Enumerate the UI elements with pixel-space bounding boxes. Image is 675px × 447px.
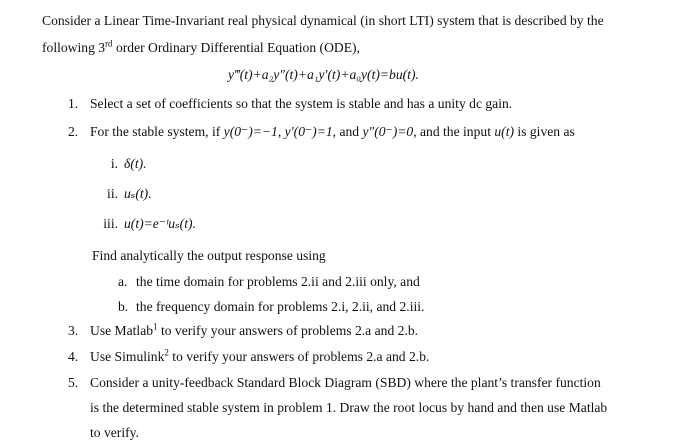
input-symbol: u(t)	[494, 124, 515, 139]
intro-line-1: Consider a Linear Time-Invariant real physical dynamical (in short LTI) system that is described by the	[42, 13, 604, 28]
input-item-ii: ii. uₛ(t).	[107, 186, 152, 201]
question-5-line-2: is the determined stable system in problem 1. Draw the root locus by hand and then use Matlab	[90, 400, 608, 415]
question-1: 1. Select a set of coefficients so that the system is stable and has a unity dc gain.	[68, 96, 513, 111]
question-number: 1.	[68, 96, 79, 111]
question-3: 3. Use Matlab$^1$ to verify your answers of problems 2.a and 2.b.	[68, 321, 419, 338]
intro-line-2: following 3rd order Ordinary Differential Equation (ODE),	[42, 38, 360, 55]
question-number: 3.	[68, 323, 79, 338]
question-2: 2. For the stable system, if y(0⁻)=−1, y′(0⁻)=1, and y″(0⁻)=0, and the input u(t) is given as	[68, 124, 575, 139]
input-item-iii: iii. u(t)=e⁻ᵗuₛ(t).	[103, 216, 196, 231]
question-number: 4.	[68, 349, 79, 364]
question-number: 2.	[68, 124, 79, 139]
question-number: 5.	[68, 375, 79, 390]
question-5-line-3: to verify.	[90, 425, 139, 440]
sub-item-a: a. the time domain for problems 2.ii and 2.iii only, and	[118, 274, 420, 289]
footnote-marker: 1	[153, 321, 158, 332]
initial-conditions: y(0⁻)=−1, y′(0⁻)=1,	[223, 124, 337, 139]
sub-item-b: b. the frequency domain for problems 2.i, 2.ii, and 2.iii.	[118, 299, 425, 314]
ordinal-superscript: rd	[105, 38, 113, 49]
input-item-i: i. δ(t).	[110, 156, 147, 171]
initial-condition-2: y″(0⁻)=0,	[362, 124, 417, 139]
question-4: 4. Use Simulink$^2$ to verify your answers of problems 2.a and 2.b.	[68, 347, 430, 364]
question-5: 5. Consider a unity-feedback Standard Block Diagram (SBD) where the plant’s transfer function	[68, 375, 601, 390]
footnote-marker: 2	[164, 347, 169, 358]
find-instruction: Find analytically the output response using	[92, 248, 326, 263]
ode-equation: y‴(t)+a₂y″(t)+a₁y′(t)+a₀y(t)=bu(t).	[228, 67, 419, 82]
